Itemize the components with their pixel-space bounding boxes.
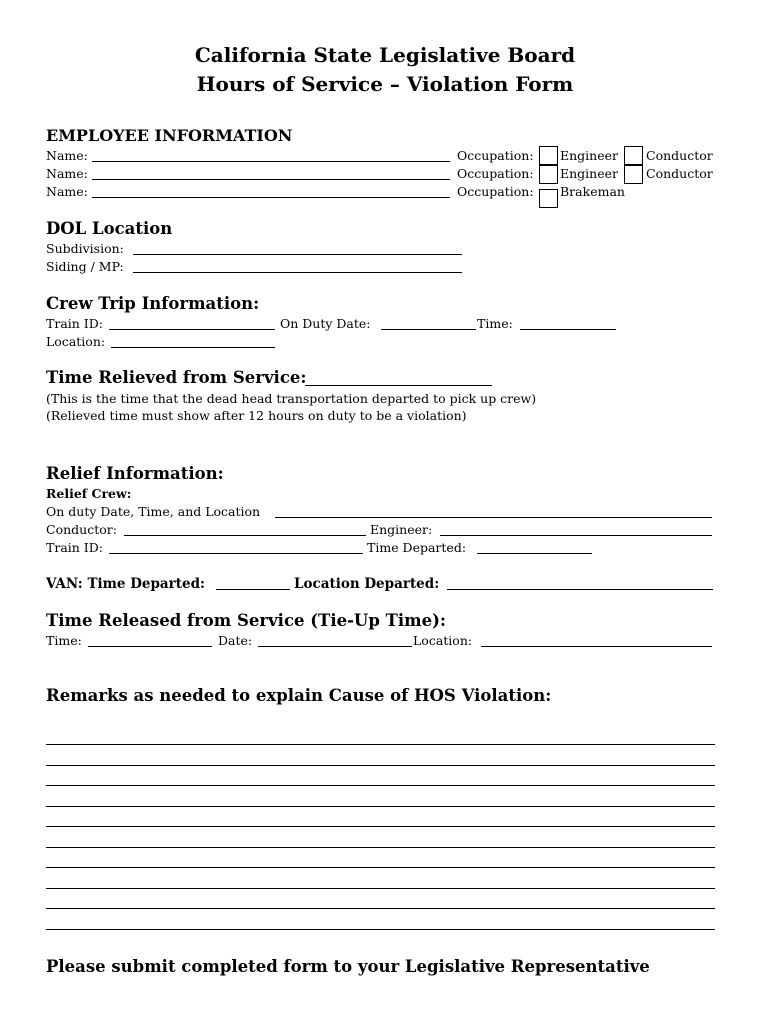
remark-line[interactable] <box>46 847 715 848</box>
occupation-label-3: Occupation: <box>457 184 534 199</box>
on-duty-time-field[interactable] <box>520 318 616 330</box>
relief-engineer-field[interactable] <box>440 524 712 536</box>
occupation-checkbox-engineer-1[interactable] <box>539 146 558 165</box>
tie-up-location-label: Location: <box>413 633 473 648</box>
relief-on-duty-label: On duty Date, Time, and Location <box>46 504 261 519</box>
time-relieved-note-2: (Relieved time must show after 12 hours on duty to be a violation) <box>46 408 467 423</box>
employee-name-field-2[interactable] <box>92 168 450 180</box>
occupation-option-engineer-1: Engineer <box>560 148 618 163</box>
crew-location-label: Location: <box>46 334 106 349</box>
occupation-checkbox-conductor-2[interactable] <box>624 165 643 184</box>
occupation-option-brakeman-3: Brakeman <box>560 184 625 199</box>
on-duty-date-field[interactable] <box>381 318 476 330</box>
remark-line[interactable] <box>46 806 715 807</box>
relief-crew-label: Relief Crew: <box>46 486 132 501</box>
remark-line[interactable] <box>46 867 715 868</box>
occupation-checkbox-engineer-2[interactable] <box>539 165 558 184</box>
tie-up-location-field[interactable] <box>481 635 712 647</box>
on-duty-time-label: Time: <box>477 316 513 331</box>
remark-line[interactable] <box>46 888 715 889</box>
remark-line[interactable] <box>46 765 715 766</box>
van-time-departed-label: VAN: Time Departed: <box>46 576 206 592</box>
relief-info-heading: Relief Information: <box>46 464 224 483</box>
employee-name-label-1: Name: <box>46 148 88 163</box>
tie-up-heading: Time Released from Service (Tie-Up Time): <box>46 611 447 630</box>
relief-time-departed-field[interactable] <box>477 542 592 554</box>
occupation-label-2: Occupation: <box>457 166 534 181</box>
time-relieved-field[interactable] <box>305 372 492 386</box>
siding-mp-field[interactable] <box>133 261 462 273</box>
tie-up-date-label: Date: <box>218 633 253 648</box>
on-duty-date-label: On Duty Date: <box>280 316 371 331</box>
siding-mp-label: Siding / MP: <box>46 259 124 274</box>
crew-train-id-field[interactable] <box>109 318 275 330</box>
employee-name-label-3: Name: <box>46 184 88 199</box>
relief-conductor-field[interactable] <box>124 524 366 536</box>
time-relieved-heading: Time Relieved from Service: <box>46 368 307 387</box>
relief-time-departed-label: Time Departed: <box>367 540 467 555</box>
tie-up-date-field[interactable] <box>258 635 412 647</box>
occupation-label-1: Occupation: <box>457 148 534 163</box>
employee-name-field-3[interactable] <box>92 186 450 198</box>
employee-name-label-2: Name: <box>46 166 88 181</box>
relief-engineer-label: Engineer: <box>370 522 433 537</box>
employee-name-field-1[interactable] <box>92 150 450 162</box>
relief-train-id-label: Train ID: <box>46 540 103 555</box>
dol-location-heading: DOL Location <box>46 219 173 238</box>
relief-conductor-label: Conductor: <box>46 522 117 537</box>
crew-trip-heading: Crew Trip Information: <box>46 294 260 313</box>
van-location-departed-label: Location Departed: <box>294 576 440 592</box>
occupation-option-engineer-2: Engineer <box>560 166 618 181</box>
remark-line[interactable] <box>46 826 715 827</box>
occupation-option-conductor-1: Conductor <box>646 148 713 163</box>
occupation-checkbox-conductor-1[interactable] <box>624 146 643 165</box>
occupation-checkbox-brakeman-3[interactable] <box>539 189 558 208</box>
tie-up-time-field[interactable] <box>88 635 212 647</box>
form-title-line1: California State Legislative Board <box>194 43 576 67</box>
remark-line[interactable] <box>46 744 715 745</box>
crew-train-id-label: Train ID: <box>46 316 103 331</box>
remark-line[interactable] <box>46 908 715 909</box>
van-location-departed-field[interactable] <box>447 578 713 590</box>
remark-line[interactable] <box>46 785 715 786</box>
employee-info-heading: EMPLOYEE INFORMATION <box>46 126 293 145</box>
submit-note: Please submit completed form to your Legislative Representative <box>46 957 650 976</box>
remark-line[interactable] <box>46 929 715 930</box>
tie-up-time-label: Time: <box>46 633 82 648</box>
van-time-departed-field[interactable] <box>216 578 290 590</box>
crew-location-field[interactable] <box>111 336 275 348</box>
subdivision-field[interactable] <box>133 243 462 255</box>
remarks-heading: Remarks as needed to explain Cause of HOS Violation: <box>46 686 552 705</box>
time-relieved-note-1: (This is the time that the dead head transportation departed to pick up crew) <box>46 391 537 406</box>
relief-train-id-field[interactable] <box>109 542 363 554</box>
occupation-option-conductor-2: Conductor <box>646 166 713 181</box>
relief-on-duty-field[interactable] <box>275 506 712 518</box>
form-title-line2: Hours of Service – Violation Form <box>196 72 574 96</box>
subdivision-label: Subdivision: <box>46 241 124 256</box>
